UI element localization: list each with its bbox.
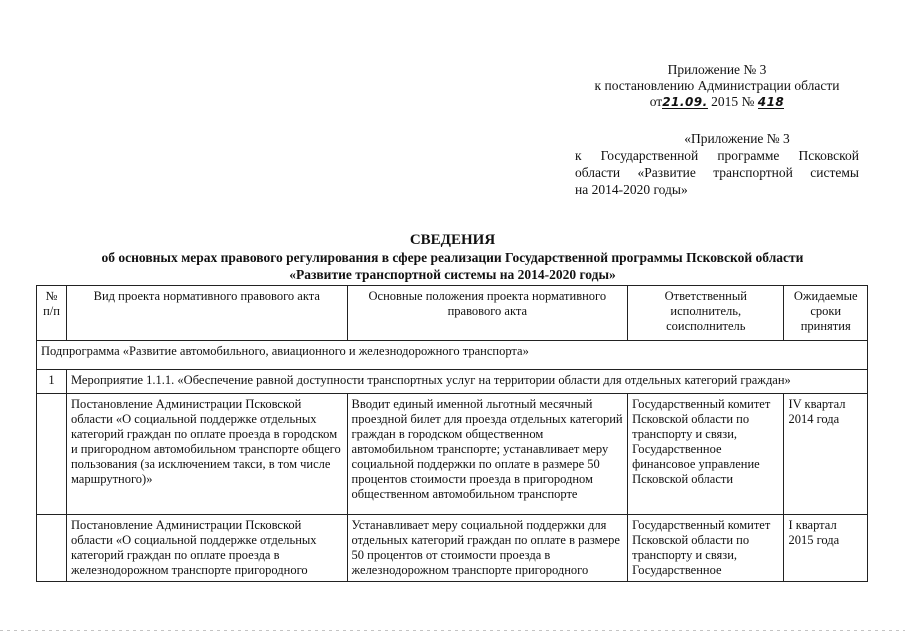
handwritten-number: 418 — [757, 95, 785, 109]
title-subheading: об основных мерах правового регулирования в сфере реализации Государственной программы Псковской области — [101, 250, 804, 265]
row-number-cell — [37, 394, 67, 515]
appendix-program — [575, 130, 859, 198]
table-header-row — [37, 286, 868, 341]
due-cell: IV квартал 2014 года — [784, 394, 868, 515]
appendix-date-line — [576, 94, 858, 110]
measures-table — [36, 285, 868, 582]
row-number-cell — [37, 515, 67, 582]
program-appendix-line: на 2014-2020 годы» — [575, 182, 688, 197]
program-appendix-line: к Государственной программе Псковской — [575, 148, 859, 163]
handwritten-date: 21.09. — [662, 95, 708, 109]
title-program-name: «Развитие транспортной системы на 2014-2020 годы» — [289, 267, 616, 282]
document-title — [20, 232, 885, 283]
measure-row — [37, 370, 868, 394]
header-act-type: Вид проекта нормативного правового акта — [66, 286, 347, 341]
subprogram-row — [37, 341, 868, 370]
header-executor: Ответственный исполнитель, соисполнитель — [628, 286, 784, 341]
act-cell: Постановление Администрации Псковской области «О социальной поддержке отдельных категорий граждан по оплате проезда в железнодорожном транспорте пригородного — [66, 515, 347, 582]
due-cell: I квартал 2015 года — [784, 515, 868, 582]
year-label: 2015 № — [711, 94, 755, 109]
scan-edge-artifact — [0, 630, 905, 631]
header-provisions: Основные положения проекта нормативного правового акта — [347, 286, 628, 341]
program-appendix-number: «Приложение № 3 — [684, 131, 790, 146]
provisions-cell: Вводит единый именной льготный месячный проездной билет для проезда отдельных категорий граждан в городском общественном автомобильном транспорте; устанавливает меру социальной поддержки по оплате в размере 50 процентов стоимости проезда в пригородном общественном автомобильном транспорте — [347, 394, 628, 515]
program-appendix-line: области «Развитие транспортной системы — [575, 165, 859, 180]
table-row — [37, 515, 868, 582]
measure-number: 1 — [37, 370, 67, 394]
header-number: № п/п — [37, 286, 67, 341]
act-cell: Постановление Администрации Псковской области «О социальной поддержке отдельных категорий граждан по оплате проезда в городском и пригородном автомобильном транспорте общего пользования (за исключением такси, в том числе маршрутного)» — [66, 394, 347, 515]
date-prefix: от — [649, 94, 663, 109]
appendix-number: Приложение № 3 — [667, 62, 767, 77]
header-due-date: Ожидаемые сроки принятия — [784, 286, 868, 341]
executor-cell: Государственный комитет Псковской области по транспорту и связи, Государственное финансовое управление Псковской области — [628, 394, 784, 515]
provisions-cell: Устанавливает меру социальной поддержки для отдельных категорий граждан по оплате в размере 50 процентов от стоимости проезда в железнодорожном транспорте пригородного — [347, 515, 628, 582]
measure-title: Мероприятие 1.1.1. «Обеспечение равной доступности транспортных услуг на территории области для отдельных категорий граждан» — [66, 370, 867, 394]
executor-cell: Государственный комитет Псковской области по транспорту и связи, Государственное — [628, 515, 784, 582]
appendix-reference — [576, 62, 858, 110]
subprogram-title: Подпрограмма «Развитие автомобильного, авиационного и железнодорожного транспорта» — [37, 341, 868, 370]
title-heading: СВЕДЕНИЯ — [409, 232, 496, 248]
table-row — [37, 394, 868, 515]
appendix-resolution: к постановлению Администрации области — [594, 78, 840, 93]
